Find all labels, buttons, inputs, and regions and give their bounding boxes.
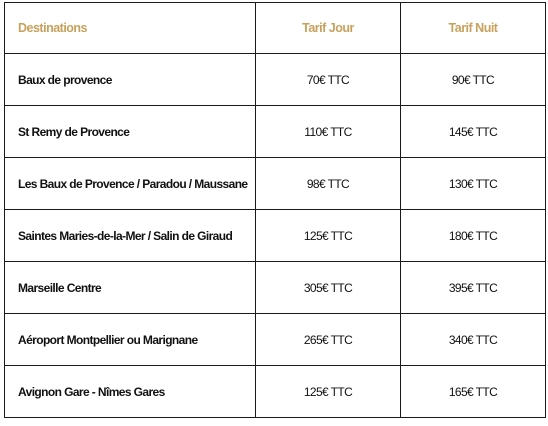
destination-cell: St Remy de Provence — [5, 106, 256, 158]
destination-cell: Les Baux de Provence / Paradou / Maussane — [5, 158, 256, 210]
night-price-cell: 180€ TTC — [401, 210, 546, 262]
destination-cell: Marseille Centre — [5, 262, 256, 314]
destination-cell: Avignon Gare - Nîmes Gares — [5, 366, 256, 418]
day-price-cell: 125€ TTC — [256, 366, 401, 418]
table-row — [5, 106, 546, 158]
table-row — [5, 158, 546, 210]
table-row — [5, 314, 546, 366]
header-day-rate: Tarif Jour — [256, 3, 401, 54]
table-row — [5, 366, 546, 418]
table-row — [5, 210, 546, 262]
night-price-cell: 90€ TTC — [401, 54, 546, 106]
day-price-cell: 70€ TTC — [256, 54, 401, 106]
destination-cell: Baux de provence — [5, 54, 256, 106]
table-row — [5, 262, 546, 314]
table-body — [5, 54, 546, 418]
destination-cell: Aéroport Montpellier ou Marignane — [5, 314, 256, 366]
day-price-cell: 98€ TTC — [256, 158, 401, 210]
pricing-table — [4, 2, 546, 418]
night-price-cell: 165€ TTC — [401, 366, 546, 418]
day-price-cell: 305€ TTC — [256, 262, 401, 314]
table-row — [5, 54, 546, 106]
day-price-cell: 125€ TTC — [256, 210, 401, 262]
header-row — [5, 3, 546, 54]
header-night-rate: Tarif Nuit — [401, 3, 546, 54]
night-price-cell: 395€ TTC — [401, 262, 546, 314]
night-price-cell: 145€ TTC — [401, 106, 546, 158]
night-price-cell: 130€ TTC — [401, 158, 546, 210]
destination-cell: Saintes Maries-de-la-Mer / Salin de Giraud — [5, 210, 256, 262]
day-price-cell: 265€ TTC — [256, 314, 401, 366]
header-destinations: Destinations — [5, 3, 256, 54]
table-header — [5, 3, 546, 54]
day-price-cell: 110€ TTC — [256, 106, 401, 158]
night-price-cell: 340€ TTC — [401, 314, 546, 366]
